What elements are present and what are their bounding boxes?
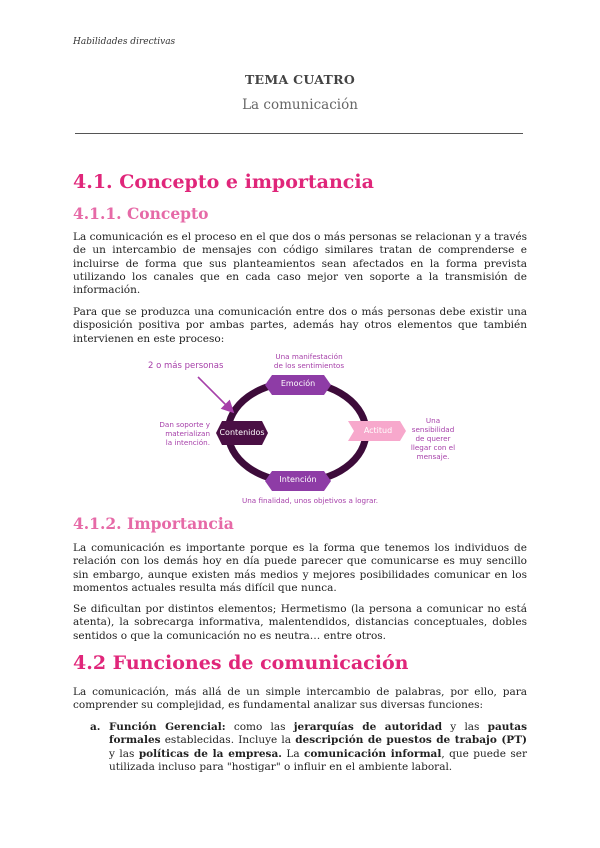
text-fragment: establecidas. Incluye la	[160, 734, 296, 747]
label-soporte-line-1: Dan soporte y	[159, 420, 210, 429]
label-sensibilidad-line-4: llegar con el	[410, 443, 456, 452]
term-descripcion-puestos: descripción de puestos de trabajo (PT)	[295, 734, 527, 747]
text-fragment: y las	[442, 721, 488, 733]
term-politicas: políticas de la empresa.	[138, 747, 282, 760]
text-fragment: , que puede ser utilizada incluso para "hostigar" o influir en el ambiente laboral.	[109, 747, 527, 773]
chapter-subtitle: La comunicación	[242, 97, 358, 113]
label-soporte-line-3: la intención.	[165, 438, 210, 447]
term-comunicacion-informal: comunicación informal	[304, 747, 442, 760]
heading-4-1-2: 4.1.2. Importancia	[73, 514, 234, 533]
text-fragment: como las	[225, 721, 294, 733]
paragraph-concepto-1: La comunicación es el proceso en el que dos o más personas se relacionan y a través de un intercambio de mensajes con código similares tratan de comprenderse e incluirse de forma que sus planteamientos sean afectados en la forma prevista utilizando los canales que en cada caso mejor ven soporte a la transmisión de información.	[73, 231, 527, 297]
heading-4-1: 4.1. Concepto e importancia	[73, 171, 374, 193]
term-jerarquias: jerarquías de autoridad	[293, 721, 443, 733]
text-fragment: y las	[109, 747, 139, 760]
label-sensibilidad	[400, 416, 466, 461]
label-personas: 2 o más personas	[148, 361, 224, 371]
node-actitud: Actitud	[363, 426, 393, 435]
running-header: Habilidades directivas	[73, 37, 176, 47]
label-sensibilidad-line-3: de querer	[415, 434, 451, 443]
label-manifestacion-line-1: Una manifestación	[275, 352, 343, 361]
label-sensibilidad-line-2: sensibilidad	[411, 425, 455, 434]
text-fragment: La	[281, 747, 305, 760]
label-sensibilidad-line-1: Una	[425, 416, 441, 425]
communication-diagram	[140, 347, 480, 512]
heading-4-1-1: 4.1.1. Concepto	[73, 204, 209, 223]
label-manifestacion	[264, 352, 354, 370]
list-item-text	[109, 721, 527, 774]
paragraph-concepto-2: Para que se produzca una comunicación entre dos o más personas debe existir una disposición positiva por ambas partes, además hay otros elementos que también intervienen en este proceso:	[73, 306, 527, 345]
label-manifestacion-line-2: de los sentimientos	[273, 361, 345, 370]
node-emocion: Emoción	[280, 379, 316, 388]
paragraph-importancia-2: Se dificultan por distintos elementos; Hermetismo (la persona a comunicar no está atenta), la sobrecarga informativa, malentendidos, distancias conceptuales, dobles sentidos o que la comunicación no es neutra… entre otros.	[73, 603, 527, 642]
label-finalidad: Una finalidad, unos objetivos a lograr.	[241, 496, 379, 505]
node-contenidos: Contenidos	[219, 428, 265, 437]
chapter-title: TEMA CUATRO	[244, 72, 356, 87]
label-sensibilidad-line-5: mensaje.	[416, 452, 450, 461]
title-divider	[75, 133, 523, 134]
node-intencion: Intención	[279, 475, 317, 484]
term-funcion-gerencial: Función Gerencial:	[109, 721, 226, 733]
list-item-funcion-gerencial	[90, 721, 527, 774]
term-pautas-formales: pautas formales	[109, 721, 528, 747]
paragraph-importancia-1: La comunicación es importante porque es la forma que tenemos los individuos de relación con los demás hoy en día puede parecer que comunicarse es muy sencillo sin embargo, aunque existen más medios y mejores posibilidades comunicar en los momentos actuales resulta más difícil que nunca.	[73, 542, 527, 594]
list-marker: a.	[90, 721, 101, 733]
paragraph-funciones: La comunicación, más allá de un simple intercambio de palabras, por ello, para comprender su complejidad, es fundamental analizar sus diversas funciones:	[73, 686, 527, 712]
heading-4-2: 4.2 Funciones de comunicación	[73, 652, 409, 674]
label-soporte-line-2: materializan	[165, 429, 210, 438]
personas-arrow	[198, 377, 232, 411]
label-soporte	[140, 420, 210, 447]
